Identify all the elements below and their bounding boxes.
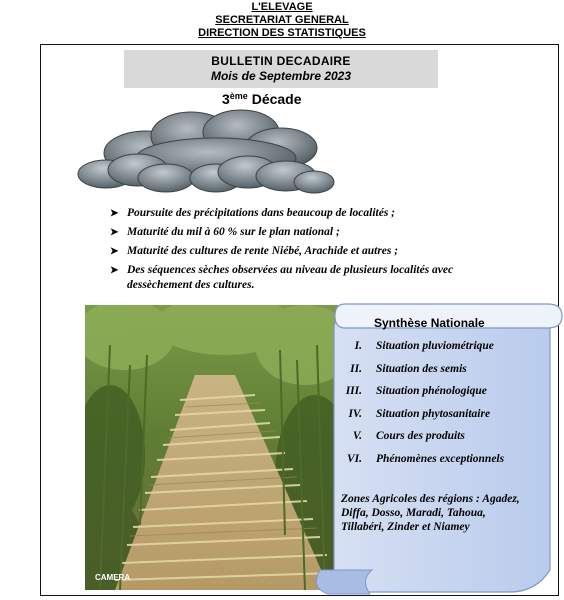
toc-item: VI. Phénomènes exceptionnels — [346, 452, 505, 465]
highlights-list — [110, 206, 510, 297]
bulletin-banner — [124, 50, 438, 88]
decade-number: 3 — [222, 91, 230, 107]
camera-watermark: CAMERA — [95, 573, 131, 582]
header-secretariat: SECRETARIAT GENERAL — [215, 14, 349, 26]
highlight-item: ➤ Des séquences sèches observées au niveau de plusieurs localités avec dessèchement des cultures. — [110, 264, 454, 291]
bulletin-month: Mois de Septembre 2023 — [210, 69, 352, 83]
highlight-item: ➤ Poursuite des précipitations dans beaucoup de localités ; — [110, 207, 396, 219]
highlight-item: ➤ Maturité des cultures de rente Niébé, Arachide et autres ; — [110, 245, 399, 257]
synthese-title: Synthèse Nationale — [374, 316, 485, 330]
arrow-bullet-icon: ➤ — [110, 208, 119, 219]
arrow-bullet-icon: ➤ — [110, 227, 119, 238]
highlight-item: ➤ Maturité du mil à 60 % sur le plan national ; — [110, 226, 340, 238]
toc-item: I. Situation pluviométrique — [354, 340, 494, 352]
synthese-contents — [338, 340, 538, 475]
bulletin-title: BULLETIN DECADAIRE — [211, 54, 351, 68]
toc-item: V. Cours des produits — [352, 430, 465, 442]
decade-word: Décade — [251, 91, 302, 107]
decade-label — [222, 91, 302, 107]
header-direction: DIRECTION DES STATISTIQUES — [198, 27, 366, 39]
toc-item: IV. Situation phytosanitaire — [348, 407, 491, 420]
toc-item: III. Situation phénologique — [345, 385, 487, 397]
decade-suffix: ème — [229, 91, 248, 101]
agricultural-zones-note: Zones Agricoles des régions : Agadez, Diffa, Dosso, Maradi, Tahoua, Tillabéri, Zinder et Niamey — [341, 493, 520, 533]
header-org-line: L'ELEVAGE — [251, 1, 313, 13]
rain-cloud-icon — [76, 108, 336, 200]
arrow-bullet-icon: ➤ — [110, 265, 119, 276]
toc-item: II. Situation des semis — [350, 362, 467, 375]
arrow-bullet-icon: ➤ — [110, 246, 119, 257]
